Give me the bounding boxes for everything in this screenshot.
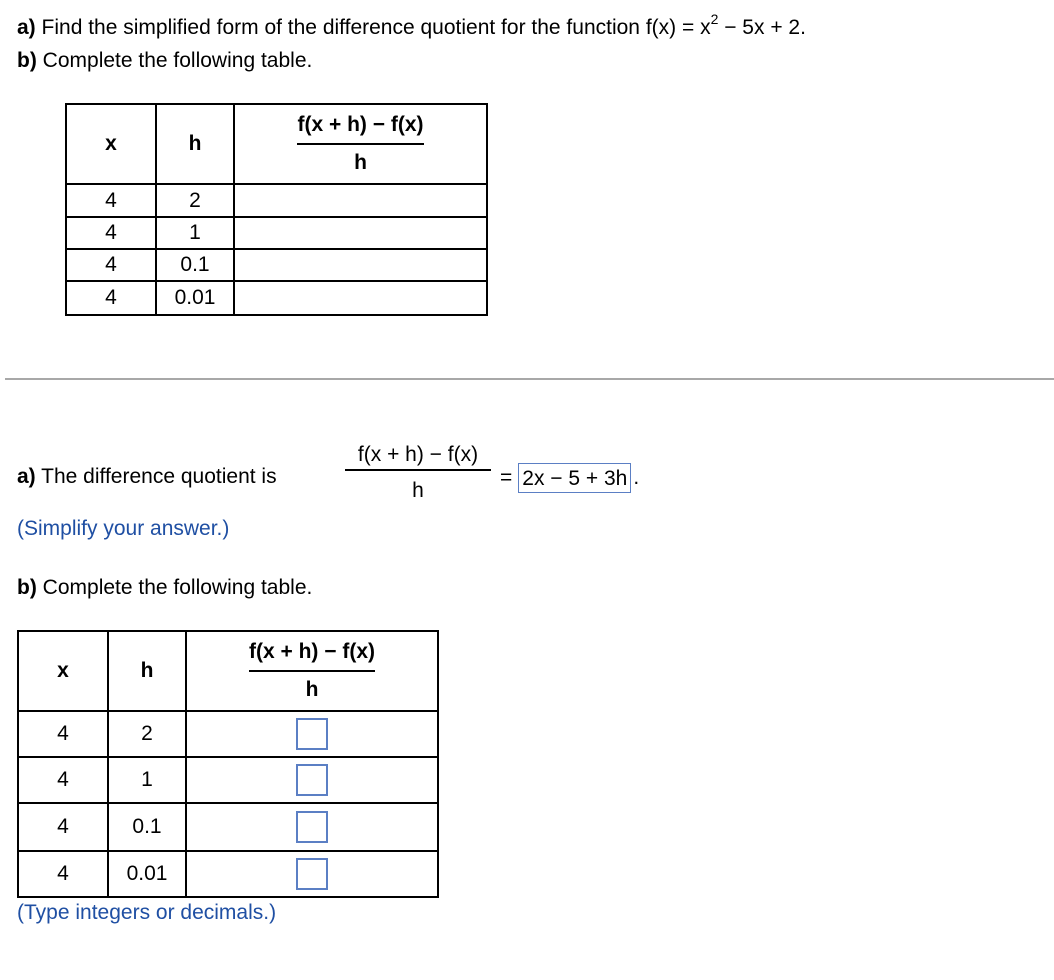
simplify-hint: (Simplify your answer.) — [17, 517, 230, 540]
table-row — [66, 217, 487, 249]
header-difference-quotient — [234, 104, 487, 184]
header-denominator: h — [354, 151, 367, 174]
header-x: x — [66, 104, 156, 184]
table-row — [66, 249, 487, 281]
header-numerator: f(x + h) − f(x) — [248, 640, 375, 663]
cell-x: 4 — [66, 249, 156, 281]
cell-x: 4 — [66, 217, 156, 249]
difference-quotient-fraction — [345, 443, 491, 503]
cell-h: 0.1 — [108, 803, 186, 851]
header-difference-quotient — [186, 631, 438, 711]
cell-answer — [186, 851, 438, 897]
cell-h: 0.01 — [108, 851, 186, 897]
answer-table — [17, 630, 439, 898]
header-h: h — [156, 104, 234, 184]
answer-line-a — [17, 465, 277, 489]
answer-input-row-4[interactable] — [296, 858, 328, 890]
answer-part-b-label: b) — [17, 576, 37, 599]
fraction-numerator: f(x + h) − f(x) — [357, 443, 479, 466]
table-row — [18, 803, 438, 851]
section-divider — [5, 378, 1054, 380]
answer-part-b-text: Complete the following table. — [42, 576, 313, 599]
header-x: x — [18, 631, 108, 711]
answer-line-b — [17, 576, 312, 600]
table-row — [18, 757, 438, 803]
cell-h: 2 — [108, 711, 186, 757]
part-a-label: a) — [17, 16, 36, 39]
answer-part-a-text: The difference quotient is — [41, 465, 277, 488]
cell-empty — [234, 281, 487, 315]
cell-h: 0.1 — [156, 249, 234, 281]
cell-x: 4 — [18, 803, 108, 851]
answer-input-row-3[interactable] — [296, 811, 328, 843]
cell-x: 4 — [18, 711, 108, 757]
equals-sign: = — [500, 466, 513, 489]
exponent: 2 — [710, 11, 719, 27]
header-h: h — [108, 631, 186, 711]
header-numerator: f(x + h) − f(x) — [297, 113, 424, 136]
cell-h: 1 — [156, 217, 234, 249]
answer-input-row-2[interactable] — [296, 764, 328, 796]
cell-answer — [186, 711, 438, 757]
header-denominator: h — [305, 678, 319, 701]
cell-h: 2 — [156, 184, 234, 217]
answer-equals-row — [500, 463, 639, 493]
cell-h: 0.01 — [156, 281, 234, 315]
type-hint: (Type integers or decimals.) — [17, 901, 277, 924]
part-b-text: Complete the following table. — [42, 49, 313, 72]
difference-quotient-answer[interactable]: 2x − 5 + 3h — [518, 463, 631, 493]
cell-x: 4 — [18, 757, 108, 803]
cell-x: 4 — [66, 281, 156, 315]
answer-part-a-label: a) — [17, 465, 36, 488]
answer-input-row-1[interactable] — [296, 718, 328, 750]
part-a-text-tail: − 5x + 2. — [718, 16, 806, 39]
table-row — [66, 184, 487, 217]
question-table — [65, 103, 488, 316]
question-line-a — [17, 11, 806, 40]
cell-x: 4 — [18, 851, 108, 897]
answer-period: . — [633, 466, 640, 489]
cell-empty — [234, 217, 487, 249]
table-row — [18, 711, 438, 757]
cell-empty — [234, 249, 487, 281]
question-line-b — [17, 49, 312, 73]
cell-answer — [186, 803, 438, 851]
part-a-text: Find the simplified form of the difference quotient for the function f(x) = x — [41, 16, 711, 39]
cell-x: 4 — [66, 184, 156, 217]
table-row — [18, 851, 438, 897]
fraction-denominator: h — [412, 479, 424, 502]
cell-answer — [186, 757, 438, 803]
table-row — [66, 281, 487, 315]
cell-empty — [234, 184, 487, 217]
part-b-label: b) — [17, 49, 37, 72]
cell-h: 1 — [108, 757, 186, 803]
